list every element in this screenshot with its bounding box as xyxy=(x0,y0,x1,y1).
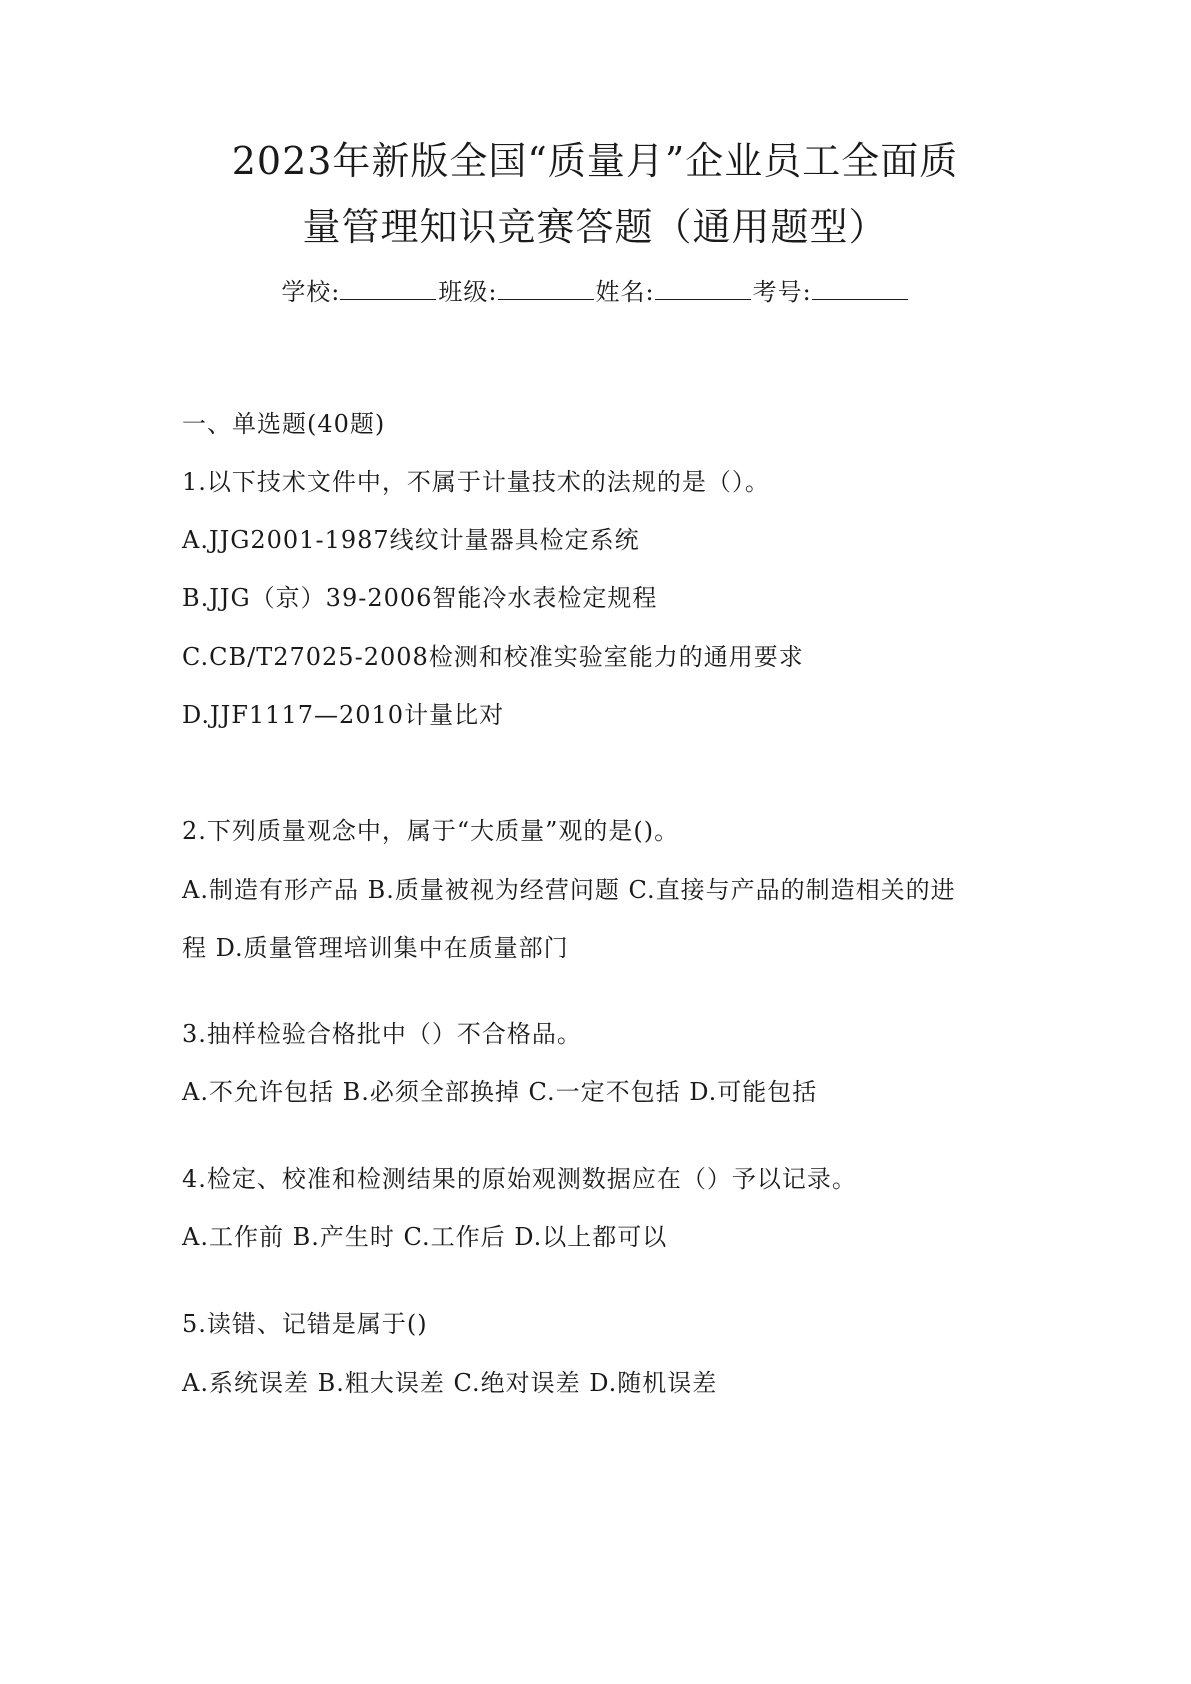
question-3-options: A.不允许包括 B.必须全部换掉 C.一定不包括 D.可能包括 xyxy=(182,1078,818,1106)
document-title xyxy=(150,128,1040,260)
section-heading: 一、单选题(40题) xyxy=(182,410,386,438)
question-5-stem: 5.读错、记错是属于() xyxy=(182,1310,428,1338)
class-blank xyxy=(498,277,594,300)
school-label: 学校: xyxy=(281,278,341,306)
exam-number-blank xyxy=(812,277,908,300)
exam-number-label: 考号: xyxy=(752,278,812,306)
question-1-option-b: B.JJG（京）39-2006智能冷水表检定规程 xyxy=(182,584,658,612)
question-5-options: A.系统误差 B.粗大误差 C.绝对误差 D.随机误差 xyxy=(182,1369,718,1397)
name-blank xyxy=(655,277,751,300)
name-label: 姓名: xyxy=(595,278,655,306)
title-line-1: 2023年新版全国“质量月”企业员工全面质 xyxy=(231,139,959,183)
question-1-option-d: D.JJF1117—2010计量比对 xyxy=(182,701,505,729)
question-1-option-c: C.CB/T27025-2008检测和校准实验室能力的通用要求 xyxy=(182,643,804,671)
question-4-options: A.工作前 B.产生时 C.工作后 D.以上都可以 xyxy=(182,1223,668,1251)
student-info-fields xyxy=(0,276,1191,308)
school-blank xyxy=(340,277,436,300)
question-1-option-a: A.JJG2001-1987线纹计量器具检定系统 xyxy=(182,526,640,554)
class-label: 班级: xyxy=(438,278,498,306)
question-4-stem: 4.检定、校准和检测结果的原始观测数据应在（）予以记录。 xyxy=(182,1165,857,1193)
question-2-options-line-1: A.制造有形产品 B.质量被视为经营问题 C.直接与产品的制造相关的进 xyxy=(182,876,956,904)
question-1-stem: 1.以下技术文件中，不属于计量技术的法规的是（）。 xyxy=(182,468,770,496)
title-line-2: 量管理知识竞赛答题（通用题型） xyxy=(302,205,888,249)
question-3-stem: 3.抽样检验合格批中（）不合格品。 xyxy=(182,1020,582,1048)
question-2-options-line-2: 程 D.质量管理培训集中在质量部门 xyxy=(182,934,569,962)
question-2-stem: 2.下列质量观念中，属于“大质量”观的是()。 xyxy=(182,817,680,845)
